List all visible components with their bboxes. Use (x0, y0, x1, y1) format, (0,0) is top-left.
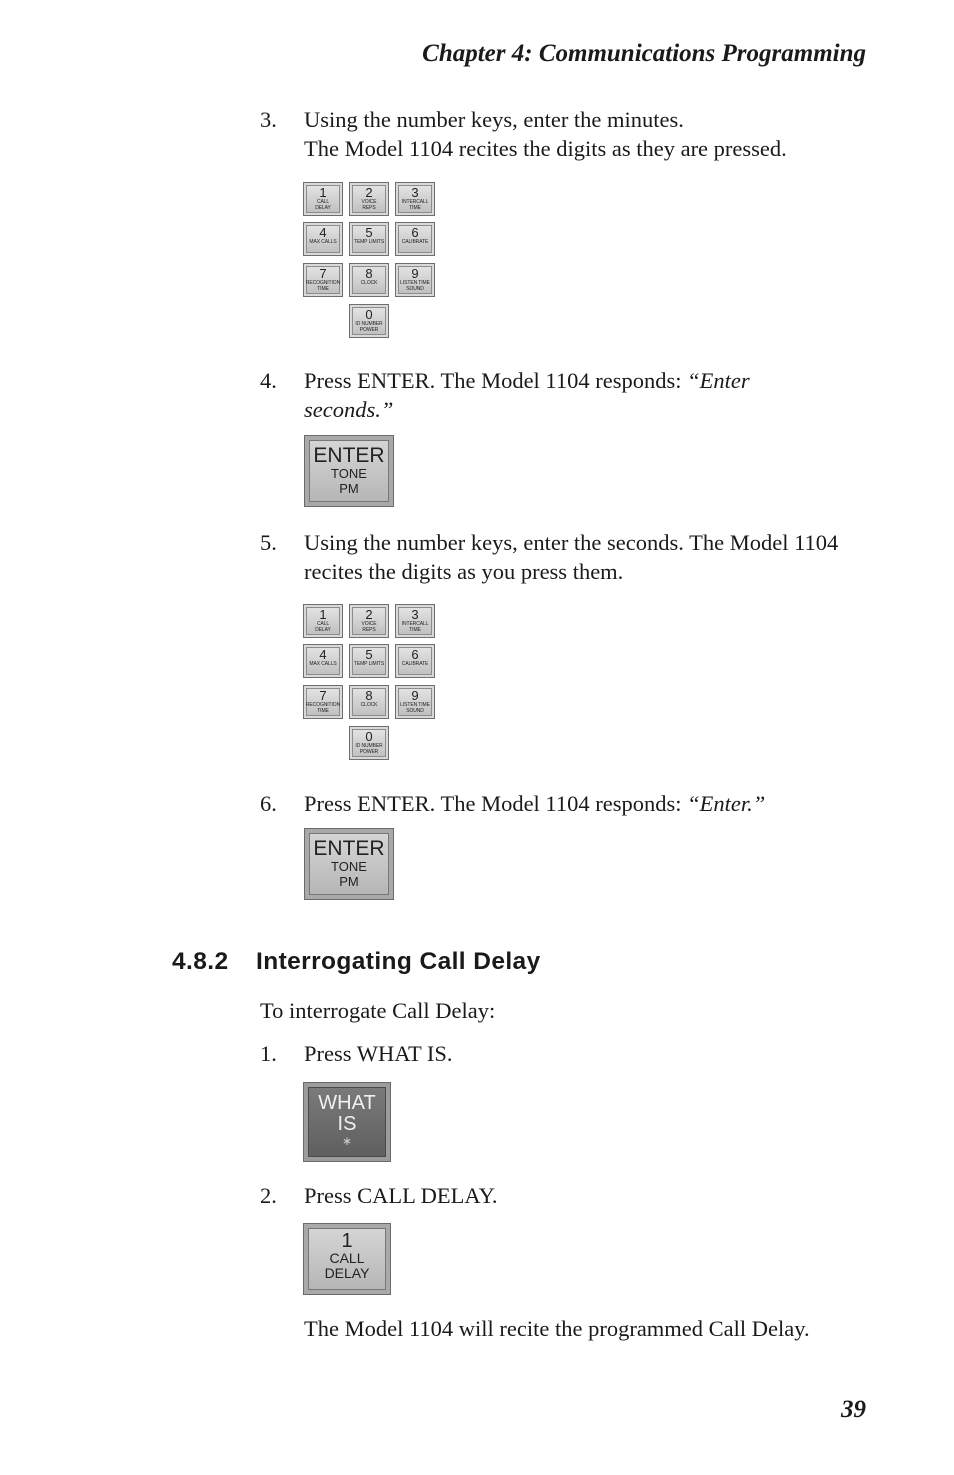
key-7[interactable]: 7 RECOGNITION TIME (303, 263, 343, 297)
step-number: 6. (260, 791, 277, 816)
key-8[interactable]: 8 CLOCK (349, 263, 389, 297)
key-9[interactable]: 9 LISTEN TIME SOUND (395, 263, 435, 297)
enter-key[interactable] (304, 828, 394, 900)
step-number: 4. (260, 368, 277, 393)
section-intro: To interrogate Call Delay: (260, 998, 496, 1023)
key-1[interactable]: 1 CALL DELAY (303, 182, 343, 216)
step-number: 2. (260, 1183, 277, 1208)
step-text: The Model 1104 recites the digits as they are pressed. (304, 136, 787, 161)
key-6[interactable]: 6 CALIBRATE (395, 222, 435, 256)
key-7[interactable]: 7 RECOGNITION TIME (303, 685, 343, 719)
enter-key[interactable] (304, 435, 394, 507)
response-quote: “Enter.” (687, 791, 766, 816)
chapter-header: Chapter 4: Communications Programming (422, 40, 866, 67)
what-is-key[interactable] (303, 1082, 391, 1162)
call-delay-key[interactable] (303, 1223, 391, 1295)
key-2[interactable]: 2 VOICE REPS (349, 604, 389, 638)
asterisk-icon: ∗ (341, 1134, 353, 1148)
step-number: 3. (260, 107, 277, 132)
call-delay-key-face: 1 CALL DELAY (308, 1228, 386, 1290)
step-text: Press ENTER. The Model 1104 responds: “Enter.” (304, 791, 766, 816)
section-number: 4.8.2 (172, 948, 229, 975)
key-1[interactable]: 1 CALL DELAY (303, 604, 343, 638)
key-0[interactable]: 0 ID NUMBER POWER (349, 726, 389, 760)
key-0[interactable]: 0 ID NUMBER POWER (349, 304, 389, 338)
key-4[interactable]: 4 MAX CALLS (303, 222, 343, 256)
what-is-key-face: WHAT IS ∗ (308, 1087, 386, 1157)
response-quote: “Enter seconds.” (304, 368, 750, 422)
step-text: Using the number keys, enter the minutes. (304, 107, 684, 132)
step-number: 5. (260, 530, 277, 555)
key-6[interactable]: 6 CALIBRATE (395, 644, 435, 678)
number-keypad (303, 182, 437, 340)
number-keypad (303, 604, 437, 762)
section-heading (172, 948, 541, 976)
key-8[interactable]: 8 CLOCK (349, 685, 389, 719)
enter-key-face: ENTER TONE PM (309, 440, 389, 502)
key-5[interactable]: 5 TEMP LIMITS (349, 222, 389, 256)
enter-key-face: ENTER TONE PM (309, 833, 389, 895)
key-5[interactable]: 5 TEMP LIMITS (349, 644, 389, 678)
key-4[interactable]: 4 MAX CALLS (303, 644, 343, 678)
step-number: 1. (260, 1041, 277, 1066)
key-3[interactable]: 3 INTERCALL TIME (395, 604, 435, 638)
key-3[interactable]: 3 INTERCALL TIME (395, 182, 435, 216)
step-text: Press CALL DELAY. (304, 1183, 498, 1208)
section-title: Interrogating Call Delay (256, 948, 541, 975)
step-text: Using the number keys, enter the seconds. The Model 1104 recites the digits as you press them. (304, 530, 839, 584)
closing-text: The Model 1104 will recite the programmed Call Delay. (304, 1316, 810, 1341)
step-text: Press WHAT IS. (304, 1041, 453, 1066)
page-number: 39 (841, 1396, 866, 1423)
key-9[interactable]: 9 LISTEN TIME SOUND (395, 685, 435, 719)
key-2[interactable]: 2 VOICE REPS (349, 182, 389, 216)
step-text: Press ENTER. The Model 1104 responds: “Enter seconds.” (304, 368, 750, 422)
